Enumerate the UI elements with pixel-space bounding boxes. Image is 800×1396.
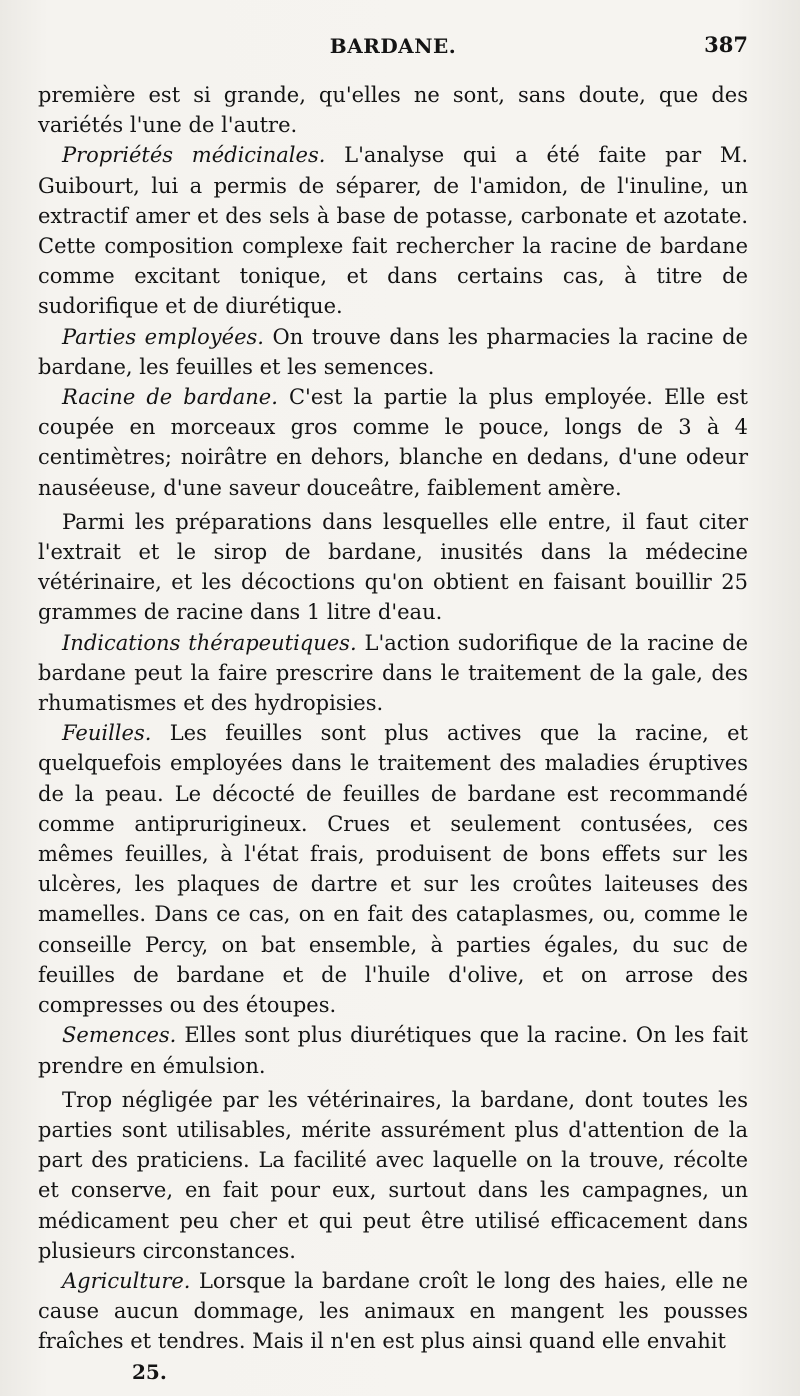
- section-heading: Parties employées.: [62, 324, 264, 349]
- paragraph-text: L'analyse qui a été faite par M. Guibourt, lui a permis de séparer, de l'amidon, de l'inuline, un extractif amer et des sels à base de potasse, carbonate et azotate. Cette composition complexe fait rechercher la racine de bardane comme excitant tonique, et dans certains cas, à titre de sudorifique et de diurétique.: [38, 143, 749, 319]
- paragraph: [38, 382, 748, 503]
- running-title: BARDANE.: [329, 34, 457, 58]
- section-heading: Agriculture.: [62, 1268, 191, 1293]
- paragraph-text: C'est la partie la plus employée. Elle est coupée en morceaux gros comme le pouce, longs de 3 à 4 centimètres; noirâtre en dehors, blanche en dedans, d'une odeur nauséeuse, d'une saveur douceâtre, faiblement amère.: [38, 385, 748, 500]
- paragraph-text: Les feuilles sont plus actives que la racine, et quelquefois employées dans le traitement des maladies éruptives de la peau. Le décocté de feuilles de bardane est recommandé comme antiprurigineux. Crues et seulement contusées, ces mêmes feuilles, à l'état frais, produisent de bons effets sur les ulcères, les plaques de dartre et sur les croûtes laiteuses des mamelles. Dans ce cas, on en fait des cataplasmes, ou, comme le conseille Percy, on bat ensemble, à parties égales, du suc de feuilles de bardane et de l'huile d'olive, et on arrose des compresses ou des étoupes.: [38, 721, 748, 1018]
- paragraph-text: On trouve dans les pharmacies la racine de bardane, les feuilles et les semences.: [38, 324, 748, 379]
- paragraph: [38, 322, 748, 382]
- page-header: [38, 34, 748, 64]
- section-heading: Indications thérapeutiques.: [62, 630, 357, 655]
- paragraph: [38, 1266, 748, 1357]
- paragraph: [38, 628, 748, 719]
- paragraph: [38, 507, 748, 628]
- paragraph: [38, 80, 748, 140]
- paragraph: [38, 140, 748, 321]
- section-heading: Feuilles.: [62, 721, 152, 746]
- paragraph-text: Lorsque la bardane croît le long des haies, elle ne cause aucun dommage, les animaux en mangent les pousses fraîches et tendres. Mais il n'en est plus ainsi quand elle envahit: [38, 1268, 748, 1354]
- paragraph-text: Parmi les préparations dans lesquelles elle entre, il faut citer l'extrait et le sirop de bardane, inusités dans la médecine vétérinaire, et les décoctions qu'on obtient en faisant bouillir 25 grammes de racine dans 1 litre d'eau.: [38, 509, 748, 625]
- section-heading: Semences.: [62, 1023, 177, 1048]
- paragraph-text: L'action sudorifique de la racine de bardane peut la faire prescrire dans le traitement de la gale, des rhumatismes et des hydropisies.: [38, 630, 748, 716]
- signature-mark: 25.: [132, 1360, 167, 1384]
- section-heading: Propriétés médicinales.: [62, 143, 326, 168]
- section-heading: Racine de bardane.: [62, 385, 278, 410]
- paragraph-text: première est si grande, qu'elles ne sont, sans doute, que des variétés l'une de l'autre.: [38, 83, 748, 138]
- paragraph: [38, 1020, 748, 1080]
- paragraph: [38, 1085, 748, 1266]
- paragraph-text: Elles sont plus diurétiques que la racine. On les fait prendre en émulsion.: [38, 1023, 748, 1078]
- page-number: 387: [704, 32, 748, 57]
- paragraph: [38, 718, 748, 1020]
- paragraph-text: Trop négligée par les vétérinaires, la bardane, dont toutes les parties sont utilisables, mérite assurément plus d'attention de la part des praticiens. La facilité avec laquelle on la trouve, récolte et conserve, en fait pour eux, surtout dans les campagnes, un médicament peu cher et qui peut être utilisé efficacement dans plusieurs circonstances.: [38, 1087, 748, 1263]
- body-text: [38, 80, 748, 1357]
